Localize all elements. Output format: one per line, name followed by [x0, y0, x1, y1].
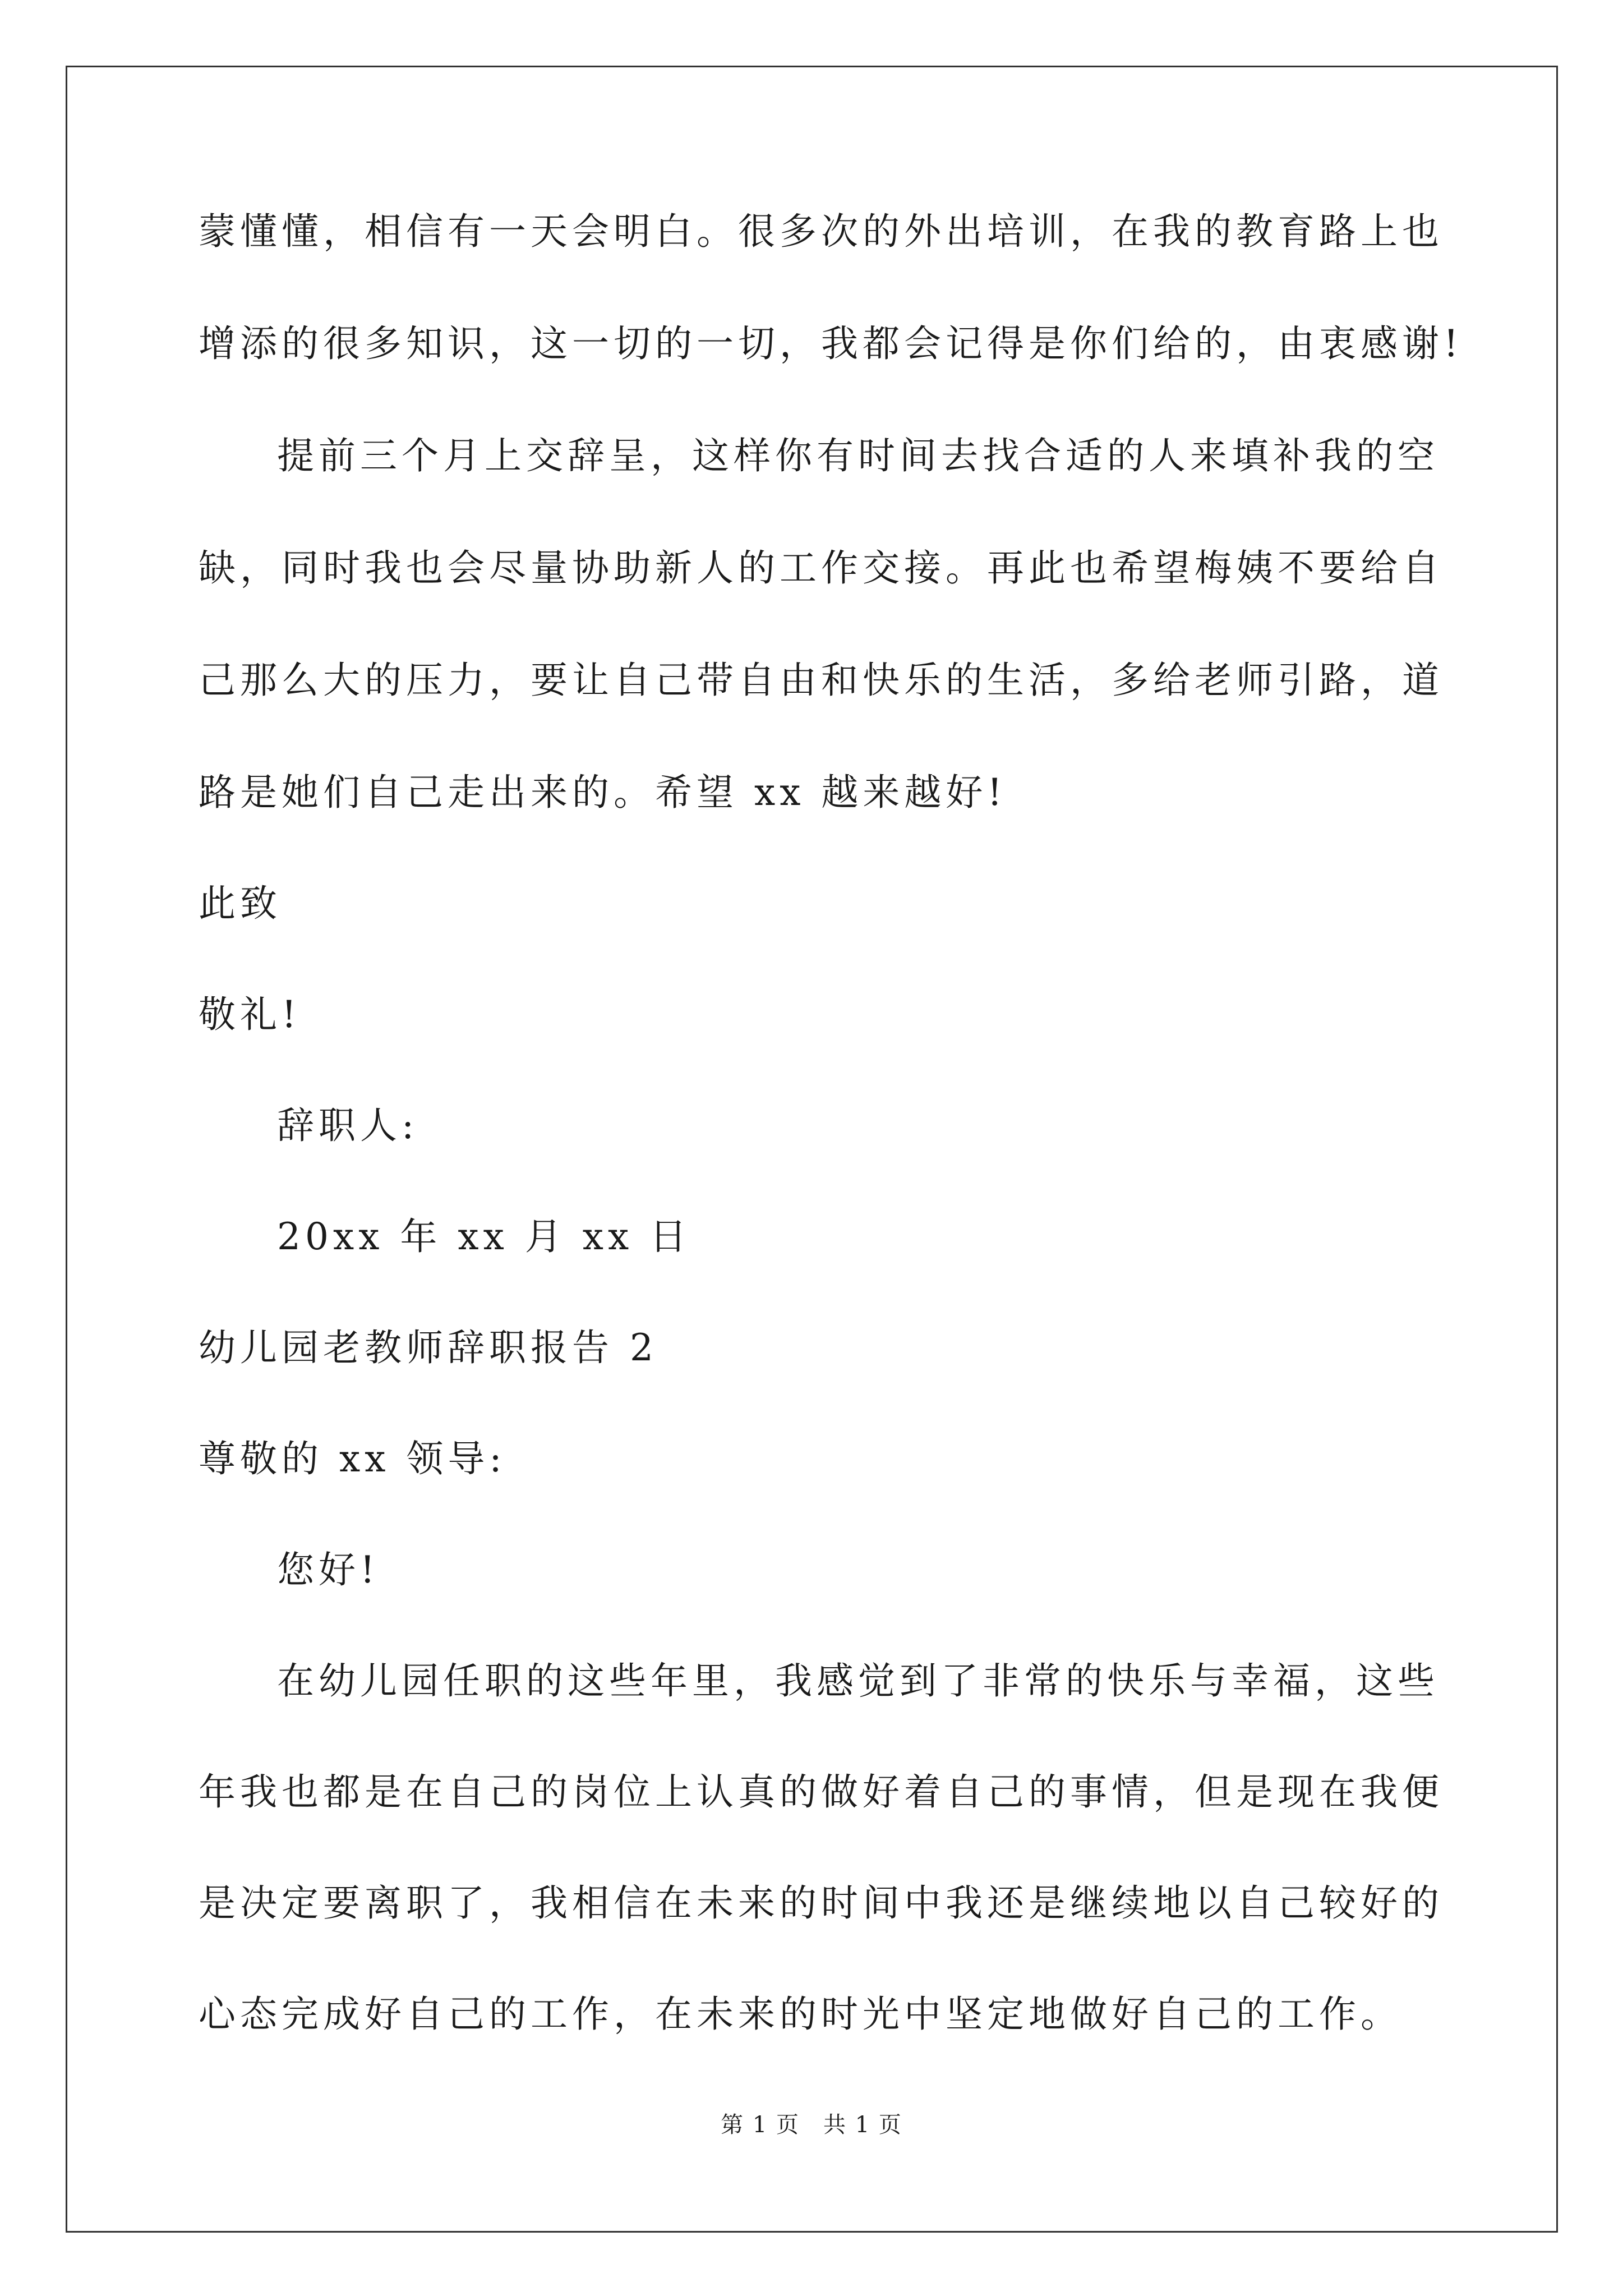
paragraph-line: 路是她们自己走出来的。希望 xx 越来越好! — [199, 771, 1007, 814]
salutation-line: 此致 — [199, 882, 282, 925]
page-number-footer: 第 1 页 共 1 页 — [721, 2112, 902, 2138]
paragraph-line: 缺，同时我也会尽量协助新人的工作交接。再此也希望梅姨不要给自 — [199, 546, 1444, 590]
greeting-line: 尊敬的 xx 领导: — [199, 1437, 506, 1480]
paragraph-line: 心态完成好自己的工作，在未来的时光中坚定地做好自己的工作。 — [199, 1993, 1402, 2036]
paragraph-line: 提前三个月上交辞呈，这样你有时间去找合适的人来填补我的空 — [277, 434, 1439, 477]
paragraph-line: 是决定要离职了，我相信在未来的时间中我还是继续地以自己较好的 — [199, 1881, 1444, 1925]
signature-label: 辞职人: — [277, 1104, 419, 1147]
paragraph-line: 增添的很多知识，这一切的一切，我都会记得是你们给的，由衷感谢! — [199, 322, 1463, 365]
paragraph-line: 年我也都是在自己的岗位上认真的做好着自己的事情，但是现在我便 — [199, 1770, 1444, 1814]
section-title: 幼儿园老教师辞职报告 2 — [199, 1326, 658, 1369]
paragraph-line: 蒙懂懂，相信有一天会明白。很多次的外出培训，在我的教育路上也 — [199, 210, 1444, 253]
salutation-line: 敬礼! — [199, 993, 301, 1036]
paragraph-line: 在幼儿园任职的这些年里，我感觉到了非常的快乐与幸福，这些 — [277, 1659, 1439, 1703]
date-line: 20xx 年 xx 月 xx 日 — [277, 1215, 691, 1258]
greeting-line: 您好! — [277, 1548, 380, 1591]
paragraph-line: 己那么大的压力，要让自己带自由和快乐的生活，多给老师引路，道 — [199, 659, 1444, 702]
